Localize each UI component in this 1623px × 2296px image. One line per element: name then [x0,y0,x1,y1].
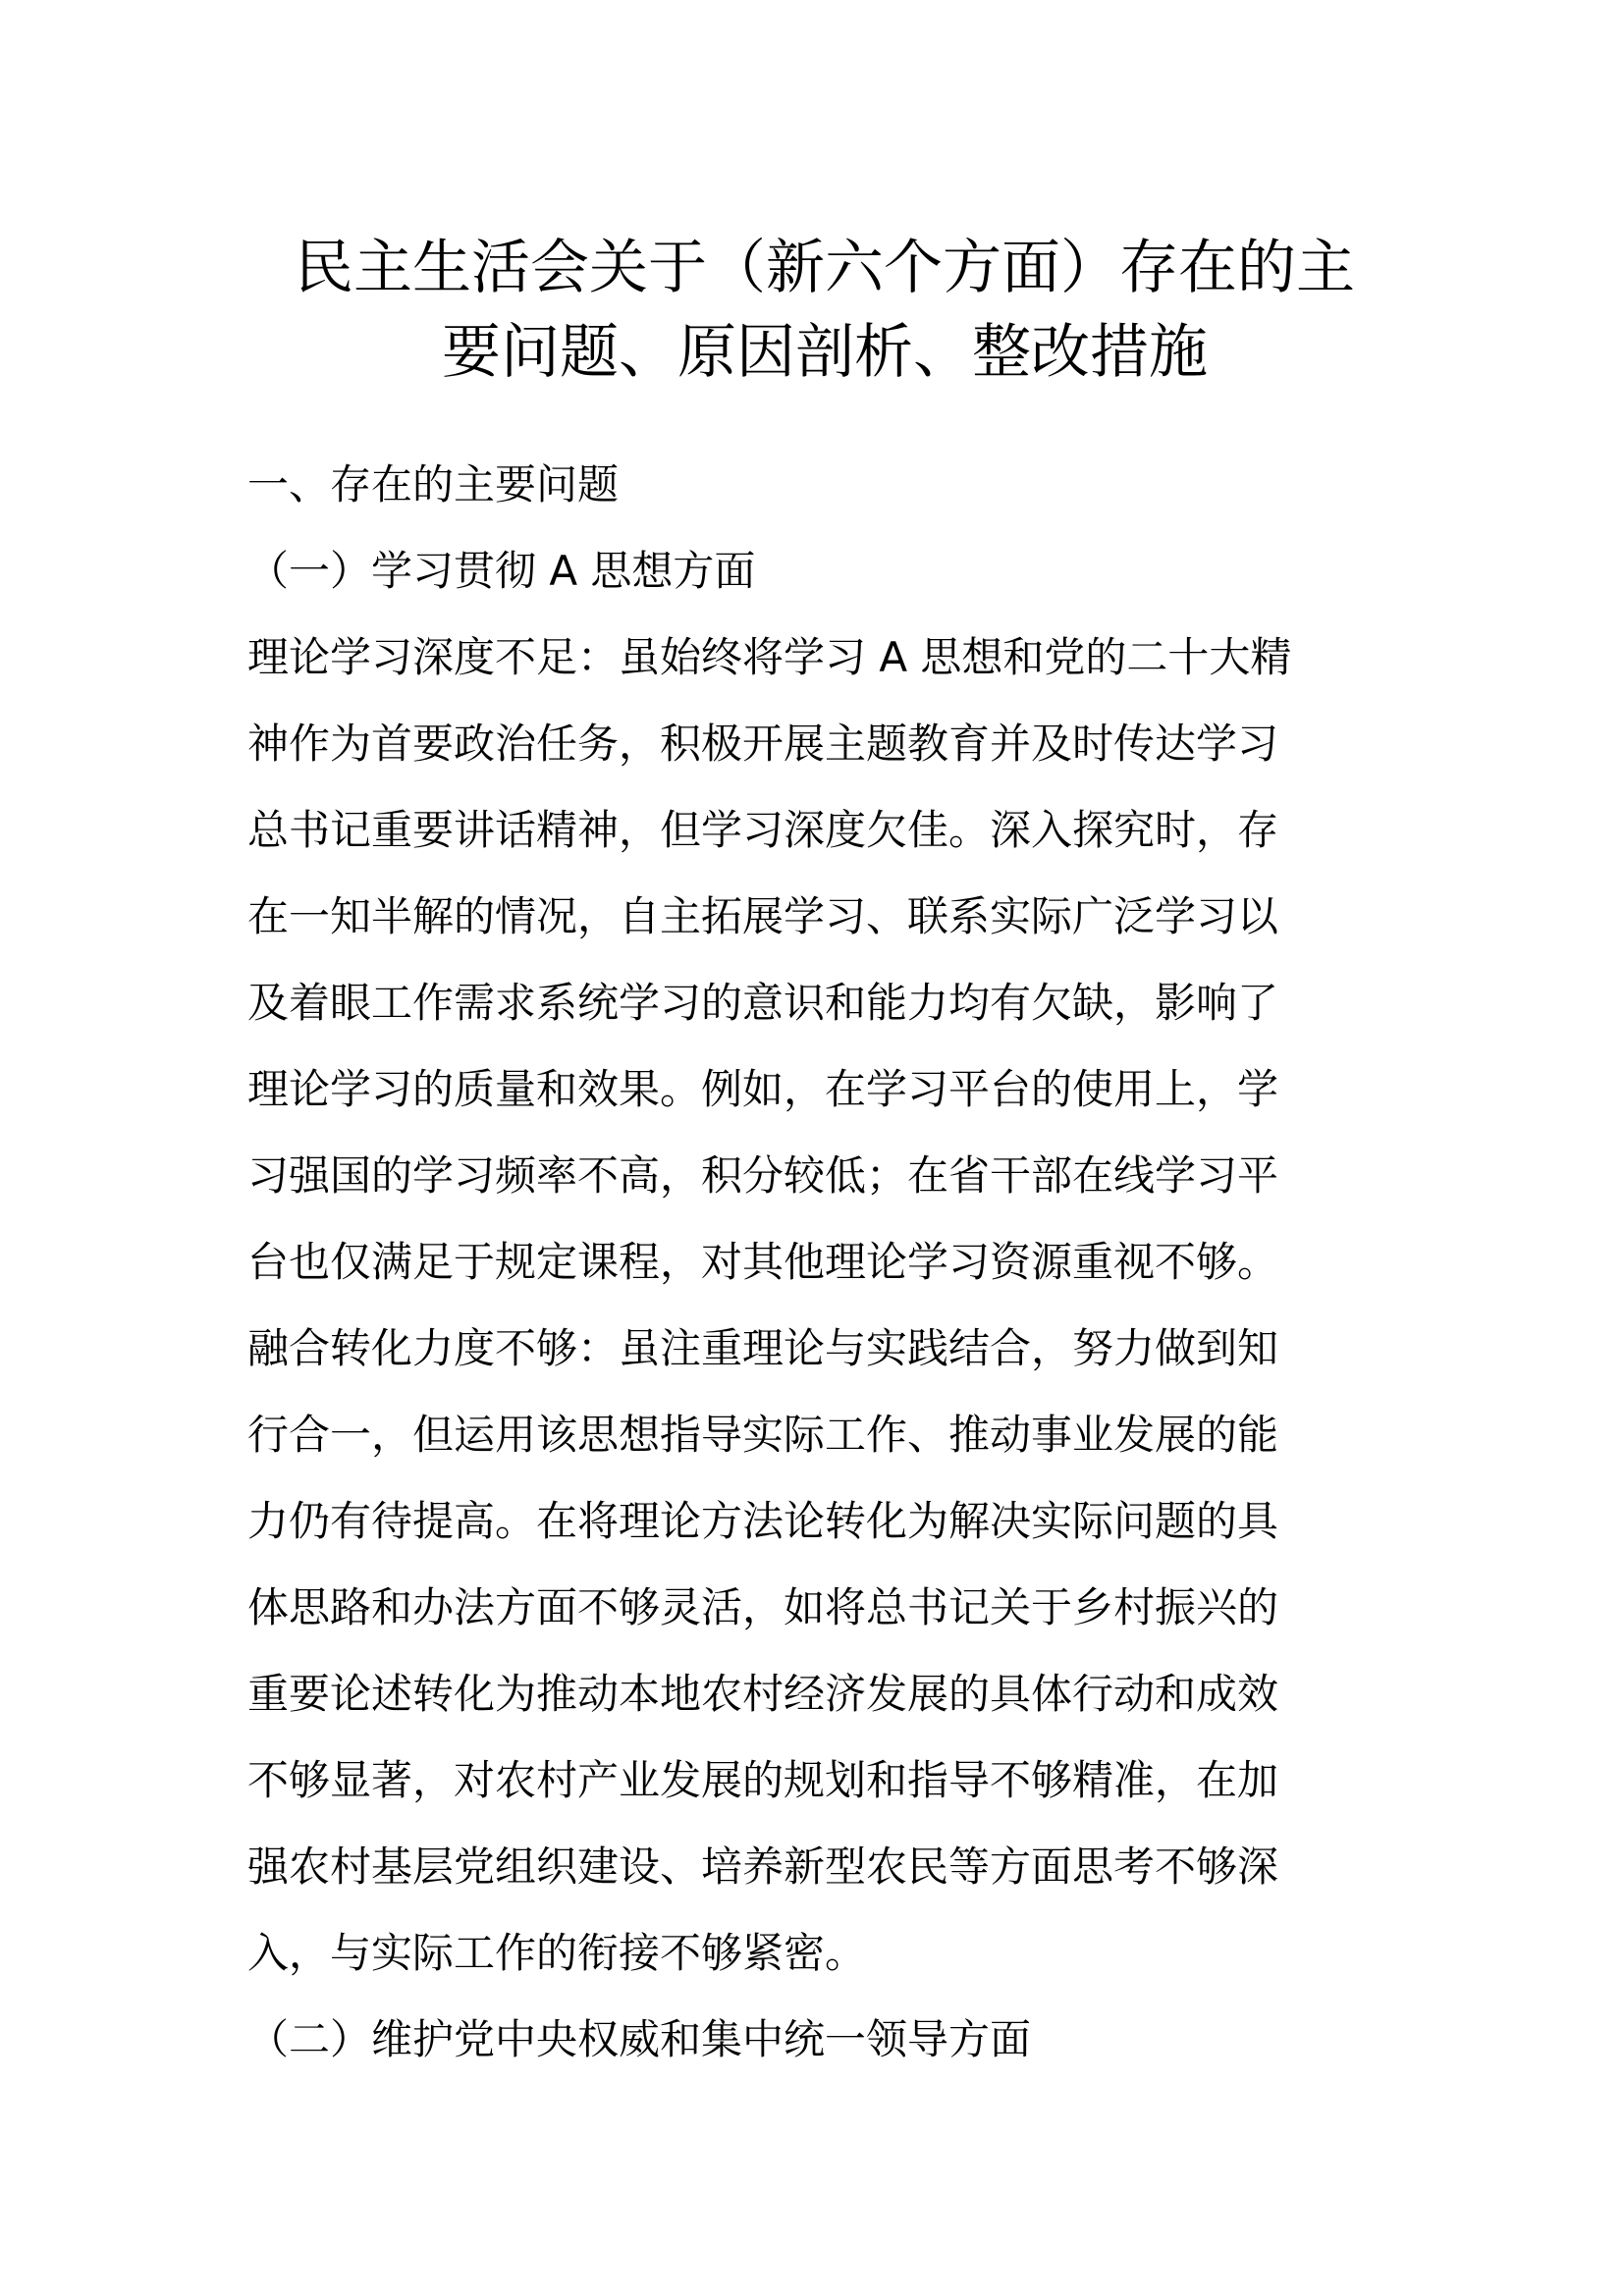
title-line: 民主生活会关于（新六个方面）存在的主 [295,234,1355,302]
paragraph-line: 入，与实际工作的衔接不够紧密。 [247,1929,867,1977]
paragraph-line: 习强国的学习频率不高，积分较低；在省干部在线学习平 [247,1151,1279,1200]
paragraph-line: 理论学习深度不足：虽始终将学习 A 思想和党的二十大精 [247,633,1292,681]
title-line: 要问题、原因剖析、整改措施 [442,318,1208,387]
paragraph-line: 行合一，但运用该思想指导实际工作、推动事业发展的能 [247,1411,1279,1459]
paragraph-line: 在一知半解的情况，自主拓展学习、联系实际广泛学习以 [247,892,1279,940]
subsection-heading: （二）维护党中央权威和集中统一领导方面 [247,2015,1032,2063]
paragraph-line: 重要论述转化为推动本地农村经济发展的具体行动和成效 [247,1670,1279,1718]
subsection-heading: （一）学习贯彻 A 思想方面 [247,547,756,595]
document-body [247,442,1377,2083]
paragraph-line: 总书记重要讲话精神，但学习深度欠佳。深入探究时，存 [247,806,1279,854]
paragraph-line: 强农村基层党组织建设、培养新型农民等方面思考不够深 [247,1842,1279,1891]
paragraph-line: 体思路和办法方面不够灵活，如将总书记关于乡村振兴的 [247,1583,1279,1631]
paragraph-line: 不够显著，对农村产业发展的规划和指导不够精准，在加 [247,1756,1279,1804]
document-title [236,226,1414,395]
paragraph-line: 及着眼工作需求系统学习的意识和能力均有欠缺，影响了 [247,979,1279,1027]
paragraph-line: 神作为首要政治任务，积极开展主题教育并及时传达学习 [247,720,1279,768]
paragraph-line: 力仍有待提高。在将理论方法论转化为解决实际问题的具 [247,1497,1279,1545]
section-heading: 一、存在的主要问题 [247,460,620,508]
paragraph-line: 融合转化力度不够：虽注重理论与实践结合，努力做到知 [247,1324,1279,1372]
paragraph-line: 台也仅满足于规定课程，对其他理论学习资源重视不够。 [247,1238,1279,1286]
paragraph-line: 理论学习的质量和效果。例如，在学习平台的使用上，学 [247,1065,1279,1113]
